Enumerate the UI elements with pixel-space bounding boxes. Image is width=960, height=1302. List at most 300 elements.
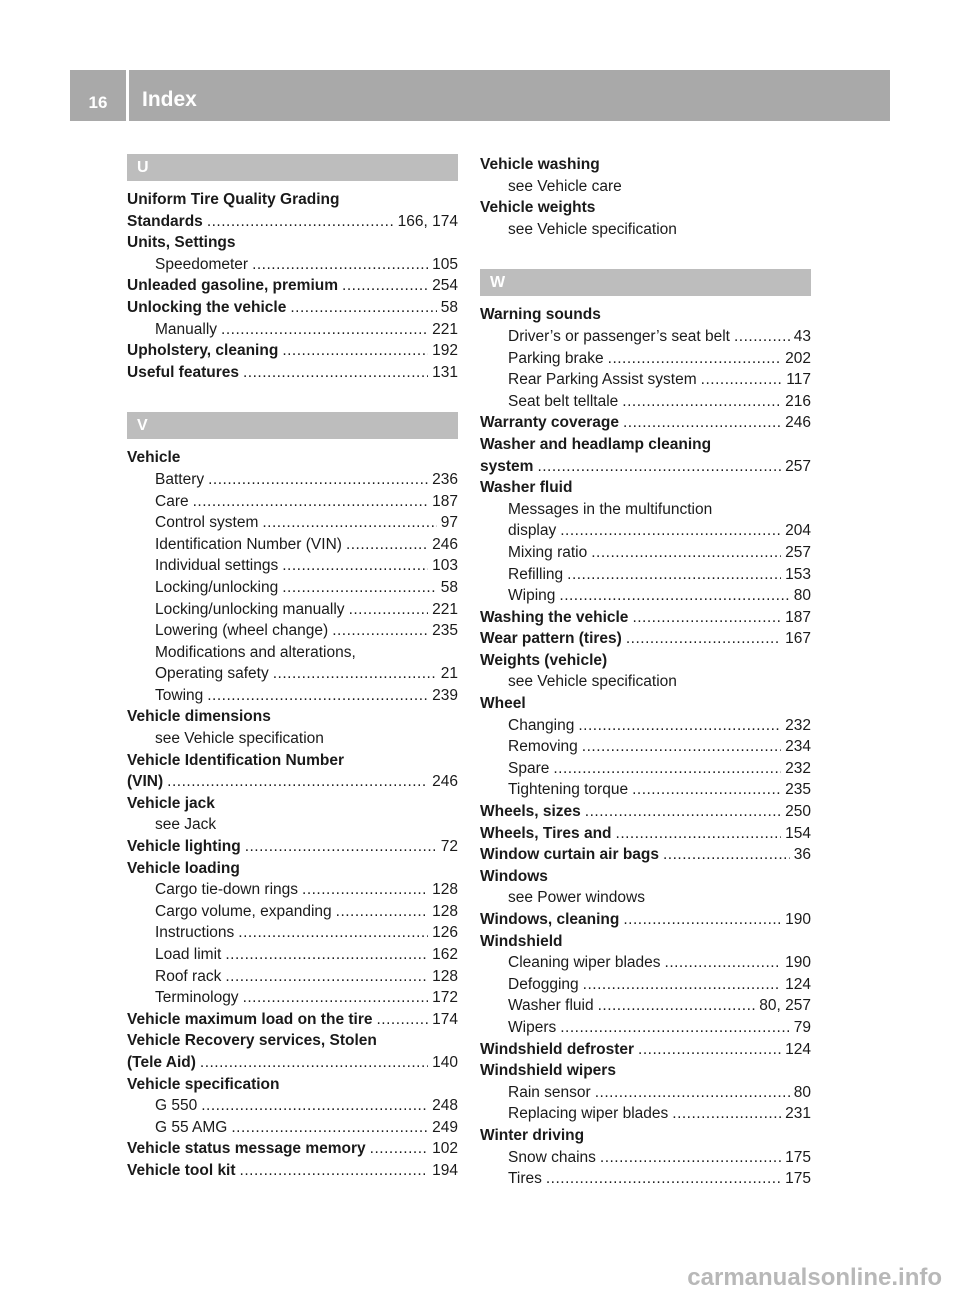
index-heading [127, 1074, 458, 1096]
page-ref[interactable]: 103 [432, 557, 458, 575]
entry-text: see Vehicle specification [508, 673, 677, 691]
entry-text: Individual settings [155, 557, 279, 575]
entry-text: Care [155, 492, 189, 510]
index-entry [480, 758, 811, 780]
index-entry [480, 1039, 811, 1061]
index-entry [480, 326, 811, 348]
page-ref[interactable]: 58 [440, 298, 458, 316]
index-entry [480, 823, 811, 845]
page-ref[interactable]: 221 [432, 600, 458, 618]
page-ref[interactable]: 202 [785, 349, 811, 367]
entry-text: Useful features [127, 363, 239, 381]
page-ref[interactable]: 190 [785, 911, 811, 928]
index-entry [127, 663, 458, 685]
index-entry [480, 779, 811, 801]
leader-dots [623, 909, 781, 931]
entry-text: Wiping [508, 587, 556, 605]
page-ref[interactable]: 232 [785, 716, 811, 734]
index-entry [127, 966, 458, 988]
index-entry [480, 1017, 811, 1039]
index-entry [480, 952, 811, 974]
index-entry [480, 1082, 811, 1104]
page-ref[interactable]: 175 [785, 1170, 811, 1188]
leader-dots [225, 966, 428, 988]
index-entry [127, 1095, 458, 1117]
page-ref[interactable]: 97 [440, 514, 458, 532]
entry-text: Washing the vehicle [480, 608, 629, 626]
index-entry [480, 520, 811, 542]
index-entry [127, 879, 458, 901]
index-heading [480, 154, 811, 176]
leader-dots [193, 491, 429, 513]
page-ref[interactable]: 80, 257 [759, 997, 811, 1015]
leader-dots [282, 577, 437, 599]
entry-text: Vehicle jack [127, 794, 215, 812]
page-ref[interactable]: 234 [785, 738, 811, 756]
page-ref[interactable]: 254 [432, 277, 458, 295]
entry-text: see Vehicle specification [155, 730, 324, 748]
index-entry [127, 275, 458, 297]
page-ref[interactable]: 249 [432, 1118, 458, 1136]
leader-dots [282, 340, 428, 362]
entry-text: see Vehicle specification [508, 220, 677, 238]
index-entry [480, 607, 811, 629]
index-entry [127, 922, 458, 944]
entry-text: G 55 AMG [155, 1118, 228, 1136]
leader-dots [553, 758, 781, 780]
leader-dots [623, 412, 781, 434]
entry-text: Vehicle Recovery services, Stolen [127, 1032, 377, 1050]
index-entry [127, 319, 458, 341]
leader-dots [200, 1052, 428, 1074]
index-heading [127, 814, 458, 836]
index-entry [480, 542, 811, 564]
page-ref[interactable]: 124 [785, 1040, 811, 1058]
index-heading [127, 642, 458, 664]
page-ref[interactable]: 131 [432, 363, 458, 381]
page-ref[interactable]: 236 [432, 470, 458, 488]
leader-dots [282, 555, 428, 577]
entry-text: Wipers [508, 1018, 557, 1036]
leader-dots [600, 1147, 781, 1169]
page-ref[interactable]: 36 [793, 846, 811, 864]
index-entry [127, 362, 458, 384]
leader-dots [262, 512, 436, 534]
entry-text: see Vehicle care [508, 177, 622, 195]
entry-text: Windows, cleaning [480, 911, 620, 928]
index-heading [127, 447, 458, 469]
entry-text: Winter driving [480, 1126, 585, 1144]
index-entry [127, 211, 458, 233]
entry-text: Windshield defroster [480, 1040, 635, 1058]
leader-dots [336, 901, 428, 923]
index-entry [127, 469, 458, 491]
page-ref[interactable]: 79 [793, 1018, 811, 1036]
entry-text: display [508, 522, 557, 540]
page-title: Index [142, 88, 197, 111]
leader-dots [585, 801, 781, 823]
page-ref[interactable]: 105 [432, 255, 458, 273]
index-entry [127, 836, 458, 858]
index-entry [127, 1009, 458, 1031]
leader-dots [591, 542, 781, 564]
entry-text: Vehicle [127, 449, 181, 467]
entry-text: Load limit [155, 946, 222, 963]
leader-dots [734, 326, 790, 348]
index-heading [480, 219, 811, 241]
index-entry [127, 491, 458, 513]
entry-text: system [480, 457, 534, 475]
entry-text: Warning sounds [480, 306, 601, 324]
index-entry [127, 987, 458, 1009]
page-ref[interactable]: 21 [440, 665, 458, 683]
entry-text: Weights (vehicle) [480, 651, 608, 669]
page-ref[interactable]: 43 [793, 327, 811, 345]
page-ref[interactable]: 72 [440, 838, 458, 856]
page-ref[interactable]: 216 [785, 392, 811, 410]
index-entry [127, 620, 458, 642]
index-entry [127, 1138, 458, 1160]
leader-dots [626, 628, 781, 650]
entry-text: Rain sensor [508, 1083, 591, 1101]
index-entry [127, 685, 458, 707]
watermark: carmanualsonline.info [687, 1264, 942, 1291]
index-entry [480, 995, 811, 1017]
entry-text: Mixing ratio [508, 543, 588, 561]
entry-text: Vehicle weights [480, 199, 596, 217]
index-heading [127, 728, 458, 750]
entry-text: Vehicle tool kit [127, 1161, 236, 1179]
entry-text: (Tele Aid) [127, 1053, 196, 1071]
page-ref[interactable]: 190 [785, 954, 811, 972]
entry-text: Cargo volume, expanding [155, 902, 332, 920]
index-heading [480, 931, 811, 953]
page-ref[interactable]: 80 [793, 1083, 811, 1101]
index-entry [480, 715, 811, 737]
entry-text: Refilling [508, 565, 564, 583]
entry-text: Locking/unlocking manually [155, 600, 345, 618]
leader-dots [598, 995, 756, 1017]
index-entry [127, 1052, 458, 1074]
entry-text: Upholstery, cleaning [127, 342, 279, 360]
leader-dots [559, 585, 789, 607]
page-ref[interactable]: 154 [785, 824, 811, 842]
page-ref[interactable]: 187 [432, 492, 458, 510]
index-entry [480, 909, 811, 931]
leader-dots [207, 211, 394, 233]
entry-text: Vehicle lighting [127, 838, 241, 856]
leader-dots [290, 297, 436, 319]
index-entry [480, 564, 811, 586]
page-ref[interactable]: 239 [432, 686, 458, 704]
entry-text: Operating safety [155, 665, 269, 683]
index-column-right [480, 154, 811, 1190]
page-ref[interactable]: 124 [785, 975, 811, 993]
entry-text: Washer fluid [480, 479, 573, 497]
leader-dots [201, 1095, 428, 1117]
entry-text: Window curtain air bags [480, 846, 659, 864]
leader-dots [537, 456, 781, 478]
leader-dots [672, 1103, 781, 1125]
leader-dots [238, 922, 428, 944]
leader-dots [302, 879, 428, 901]
index-heading [127, 858, 458, 880]
page-ref[interactable]: 172 [432, 989, 458, 1007]
entry-text: Vehicle dimensions [127, 708, 271, 726]
entry-text: Instructions [155, 924, 235, 942]
page-ref[interactable]: 250 [785, 803, 811, 821]
entry-text: Vehicle specification [127, 1075, 280, 1093]
index-entry [480, 1147, 811, 1169]
index-entry [480, 412, 811, 434]
leader-dots [342, 275, 428, 297]
leader-dots [616, 823, 782, 845]
index-entry [480, 736, 811, 758]
index-entry [127, 1117, 458, 1139]
entry-text: see Jack [155, 816, 217, 834]
index-entry [127, 1160, 458, 1182]
entry-text: Rear Parking Assist system [508, 371, 697, 389]
page-ref[interactable]: 221 [432, 320, 458, 338]
entry-text: Windows [480, 867, 548, 885]
index-entry [127, 901, 458, 923]
index-heading [480, 176, 811, 198]
index-heading [480, 1125, 811, 1147]
page-ref[interactable]: 231 [785, 1105, 811, 1123]
index-entry [127, 555, 458, 577]
page-ref[interactable]: 246 [432, 773, 458, 791]
index-heading [480, 499, 811, 521]
entry-text: Wear pattern (tires) [480, 630, 622, 648]
index-heading [127, 1030, 458, 1052]
leader-dots [221, 319, 428, 341]
entry-text: Locking/unlocking [155, 578, 279, 596]
leader-dots [560, 520, 781, 542]
leader-dots [622, 391, 781, 413]
leader-dots [273, 663, 437, 685]
entry-text: Vehicle maximum load on the tire [127, 1010, 373, 1028]
index-entry [127, 340, 458, 362]
leader-dots [225, 944, 428, 966]
index-entry [127, 944, 458, 966]
page-ref[interactable]: 140 [432, 1053, 458, 1071]
leader-dots [583, 974, 781, 996]
index-heading [480, 304, 811, 326]
leader-dots [370, 1138, 428, 1160]
leader-dots [632, 779, 781, 801]
index-heading [127, 706, 458, 728]
index-entry [127, 534, 458, 556]
index-entry [127, 254, 458, 276]
leader-dots [208, 469, 428, 491]
leader-dots [546, 1168, 781, 1190]
index-entry [480, 1168, 811, 1190]
entry-text: Snow chains [508, 1148, 596, 1166]
index-heading [480, 671, 811, 693]
leader-dots [349, 599, 429, 621]
entry-text: Wheel [480, 695, 526, 713]
index-heading [480, 887, 811, 909]
page-ref[interactable]: 153 [785, 565, 811, 583]
leader-dots [231, 1117, 428, 1139]
entry-text: Unlocking the vehicle [127, 298, 287, 316]
entry-text: Roof rack [155, 967, 222, 985]
page-ref[interactable]: 166, 174 [397, 212, 458, 230]
page-ref[interactable]: 126 [432, 924, 458, 942]
entry-text: Windshield wipers [480, 1062, 616, 1080]
entry-text: Speedometer [155, 255, 249, 273]
entry-text: Vehicle Identification Number [127, 751, 345, 769]
leader-dots [207, 685, 428, 707]
entry-text: Wheels, sizes [480, 803, 581, 821]
index-entry [480, 391, 811, 413]
leader-dots [567, 564, 781, 586]
entry-text: Parking brake [508, 349, 604, 367]
index-heading [480, 650, 811, 672]
entry-text: Defogging [508, 975, 579, 993]
index-entry [127, 577, 458, 599]
entry-text: Terminology [155, 989, 239, 1007]
page-ref[interactable]: 128 [432, 881, 458, 899]
entry-text: Lowering (wheel change) [155, 622, 329, 640]
leader-dots [608, 348, 781, 370]
index-entry [480, 348, 811, 370]
page-ref[interactable]: 175 [785, 1148, 811, 1166]
entry-text: Units, Settings [127, 234, 236, 252]
index-heading [480, 434, 811, 456]
page-ref[interactable]: 204 [785, 522, 811, 540]
entry-text: Wheels, Tires and [480, 824, 612, 842]
page-number: 16 [88, 93, 108, 112]
page-ref[interactable]: 128 [432, 967, 458, 985]
entry-text: Driver’s or passenger’s seat belt [508, 327, 730, 345]
page-ref[interactable]: 174 [432, 1010, 458, 1028]
section-header: W [480, 269, 811, 296]
index-heading [127, 232, 458, 254]
entry-text: Replacing wiper blades [508, 1105, 669, 1123]
leader-dots [252, 254, 428, 276]
page-ref[interactable]: 187 [785, 608, 811, 626]
entry-text: Vehicle washing [480, 156, 600, 173]
index-entry [480, 456, 811, 478]
entry-text: Spare [508, 759, 550, 777]
entry-text: Standards [127, 212, 203, 230]
index-entry [127, 297, 458, 319]
entry-text: (VIN) [127, 773, 164, 791]
entry-text: Modifications and alterations, [155, 643, 356, 661]
page-ref[interactable]: 246 [785, 414, 811, 432]
entry-text: Warranty coverage [480, 414, 619, 432]
leader-dots [578, 715, 781, 737]
index-heading [127, 750, 458, 772]
index-entry [127, 771, 458, 793]
entry-text: Tightening torque [508, 781, 629, 799]
page-ref[interactable]: 162 [432, 946, 458, 963]
entry-text: Windshield [480, 932, 563, 950]
index-entry [480, 844, 811, 866]
leader-dots [665, 952, 782, 974]
page-ref[interactable]: 248 [432, 1097, 458, 1115]
entry-text: Vehicle status message memory [127, 1140, 366, 1158]
page-ref[interactable]: 80 [793, 587, 811, 605]
entry-text: Tires [508, 1170, 542, 1188]
entry-text: Washer fluid [508, 997, 594, 1015]
index-heading [480, 197, 811, 219]
leader-dots [560, 1017, 790, 1039]
entry-text: Changing [508, 716, 575, 734]
page-ref[interactable]: 235 [432, 622, 458, 640]
page-ref[interactable]: 235 [785, 781, 811, 799]
entry-text: Battery [155, 470, 205, 488]
index-heading [480, 693, 811, 715]
index-heading [127, 793, 458, 815]
index-entry [480, 801, 811, 823]
entry-text: Removing [508, 738, 578, 756]
page-ref[interactable]: 257 [785, 457, 811, 475]
page-ref[interactable]: 192 [432, 342, 458, 360]
entry-text: Unleaded gasoline, premium [127, 277, 339, 295]
page-ref[interactable]: 246 [432, 535, 458, 553]
index-column-left [127, 154, 458, 1182]
entry-text: Vehicle loading [127, 859, 240, 877]
entry-text: Cargo tie-down rings [155, 881, 299, 899]
page-ref[interactable]: 167 [785, 630, 811, 648]
entry-text: Cleaning wiper blades [508, 954, 661, 972]
section-header: V [127, 412, 458, 439]
leader-dots [332, 620, 428, 642]
leader-dots [243, 987, 429, 1009]
index-entry [480, 628, 811, 650]
entry-text: Washer and headlamp cleaning [480, 435, 712, 453]
entry-text: Seat belt telltale [508, 392, 619, 410]
entry-text: Towing [155, 686, 204, 704]
entry-text: Control system [155, 514, 259, 532]
entry-text: Messages in the multifunction [508, 500, 713, 518]
leader-dots [701, 369, 783, 391]
leader-dots [595, 1082, 790, 1104]
leader-dots [632, 607, 781, 629]
page-ref[interactable]: 102 [432, 1140, 458, 1158]
index-heading [480, 477, 811, 499]
leader-dots [240, 1160, 429, 1182]
index-entry [480, 585, 811, 607]
leader-dots [377, 1009, 429, 1031]
index-entry [127, 512, 458, 534]
leader-dots [582, 736, 781, 758]
index-entry [480, 1103, 811, 1125]
leader-dots [243, 362, 428, 384]
index-entry [127, 599, 458, 621]
index-heading [480, 1060, 811, 1082]
leader-dots [663, 844, 790, 866]
section-header: U [127, 154, 458, 181]
index-heading [480, 866, 811, 888]
entry-text: G 550 [155, 1097, 198, 1115]
entry-text: Uniform Tire Quality Grading [127, 191, 340, 208]
index-heading [127, 189, 458, 211]
page-ref[interactable]: 58 [440, 578, 458, 596]
page-ref[interactable]: 128 [432, 902, 458, 920]
index-entry [480, 369, 811, 391]
page-ref[interactable]: 117 [786, 371, 811, 389]
leader-dots [245, 836, 437, 858]
page-ref[interactable]: 194 [432, 1161, 458, 1179]
page-ref[interactable]: 232 [785, 759, 811, 777]
page-ref[interactable]: 257 [785, 543, 811, 561]
leader-dots [167, 771, 428, 793]
entry-text: see Power windows [508, 889, 645, 907]
leader-dots [638, 1039, 781, 1061]
